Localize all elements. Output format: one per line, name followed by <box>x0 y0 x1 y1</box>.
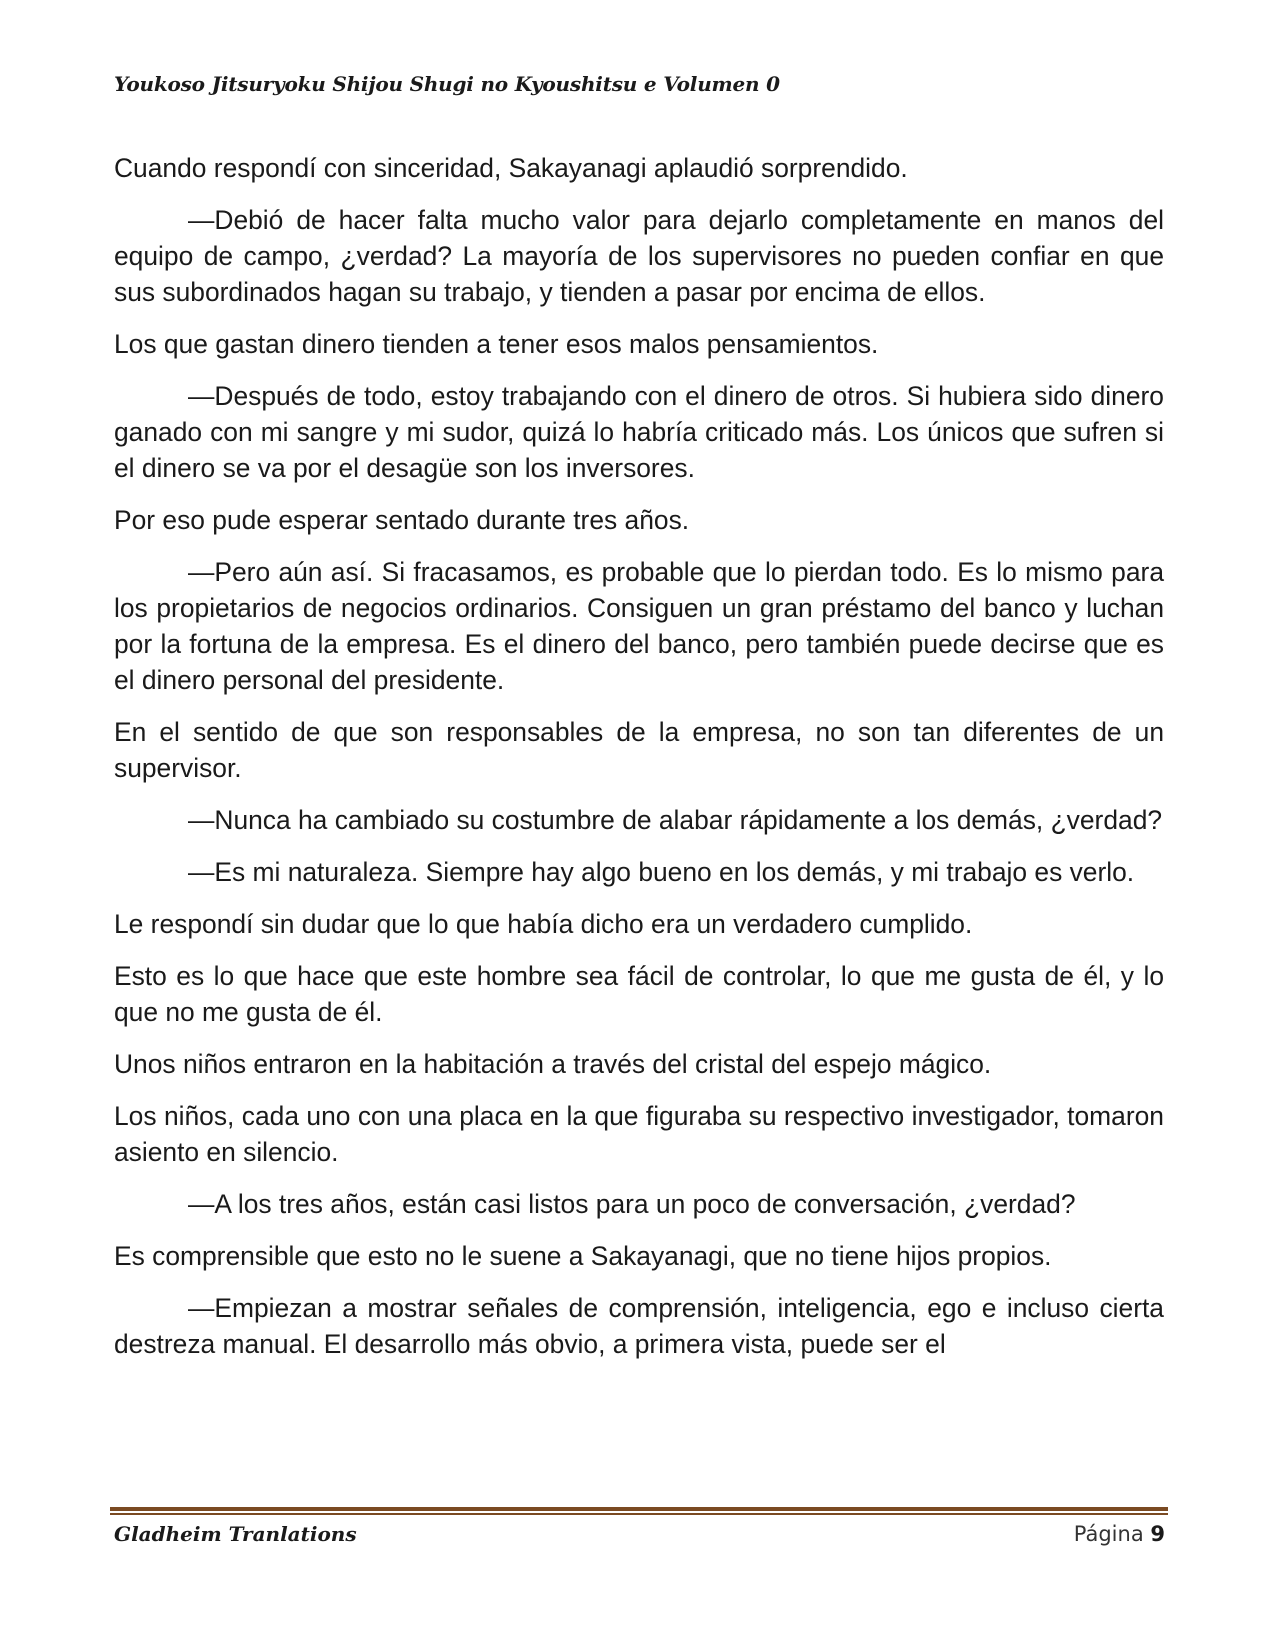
dialogue-paragraph: —Pero aún así. Si fracasamos, es probable que lo pierdan todo. Es lo mismo para los propietarios de negocios ordinarios. Consiguen un gran préstamo del banco y luchan por la fortuna de la empresa. Es el dinero del banco, pero también puede decirse que es el dinero personal del presidente. <box>114 557 1164 695</box>
paragraph: Esto es lo que hace que este hombre sea fácil de controlar, lo que me gusta de él, y lo que no me gusta de él. <box>114 961 1164 1027</box>
paragraph: Le respondí sin dudar que lo que había dicho era un verdadero cumplido. <box>114 909 973 939</box>
dialogue-paragraph: —Debió de hacer falta mucho valor para dejarlo completamente en manos del equipo de campo, ¿verdad? La mayoría de los supervisores no pueden confiar en que sus subordinados hagan su trabajo, y tienden a pasar por encima de ellos. <box>114 205 1164 307</box>
footer-credit: Gladheim Tranlations <box>114 1522 357 1546</box>
page-number-label <box>1074 1522 1165 1546</box>
body-text <box>114 150 1164 1378</box>
footer-divider <box>110 1507 1168 1515</box>
page-header-title: Youkoso Jitsuryoku Shijou Shugi no Kyoushitsu e Volumen 0 <box>114 72 780 96</box>
dialogue-paragraph: —A los tres años, están casi listos para un poco de conversación, ¿verdad? <box>188 1189 1076 1219</box>
paragraph: Es comprensible que esto no le suene a Sakayanagi, que no tiene hijos propios. <box>114 1241 1052 1271</box>
paragraph: En el sentido de que son responsables de la empresa, no son tan diferentes de un supervisor. <box>114 717 1164 783</box>
dialogue-paragraph: —Empiezan a mostrar señales de comprensión, inteligencia, ego e incluso cierta destreza manual. El desarrollo más obvio, a primera vista, puede ser el <box>114 1293 1164 1359</box>
page-label: Página <box>1073 1522 1144 1546</box>
paragraph: Por eso pude esperar sentado durante tres años. <box>114 505 690 535</box>
paragraph: Los niños, cada uno con una placa en la que figuraba su respectivo investigador, tomaron asiento en silencio. <box>114 1101 1164 1167</box>
dialogue-paragraph: —Después de todo, estoy trabajando con el dinero de otros. Si hubiera sido dinero ganado con mi sangre y mi sudor, quizá lo habría criticado más. Los únicos que sufren si el dinero se va por el desagüe son los inversores. <box>114 381 1164 483</box>
paragraph: Unos niños entraron en la habitación a través del cristal del espejo mágico. <box>114 1049 992 1079</box>
page-number: 9 <box>1150 1522 1165 1546</box>
paragraph: Los que gastan dinero tienden a tener esos malos pensamientos. <box>114 329 879 359</box>
dialogue-paragraph: —Es mi naturaleza. Siempre hay algo bueno en los demás, y mi trabajo es verlo. <box>188 857 1135 887</box>
paragraph: Cuando respondí con sinceridad, Sakayanagi aplaudió sorprendido. <box>114 153 908 183</box>
dialogue-paragraph: —Nunca ha cambiado su costumbre de alabar rápidamente a los demás, ¿verdad? <box>188 805 1163 835</box>
